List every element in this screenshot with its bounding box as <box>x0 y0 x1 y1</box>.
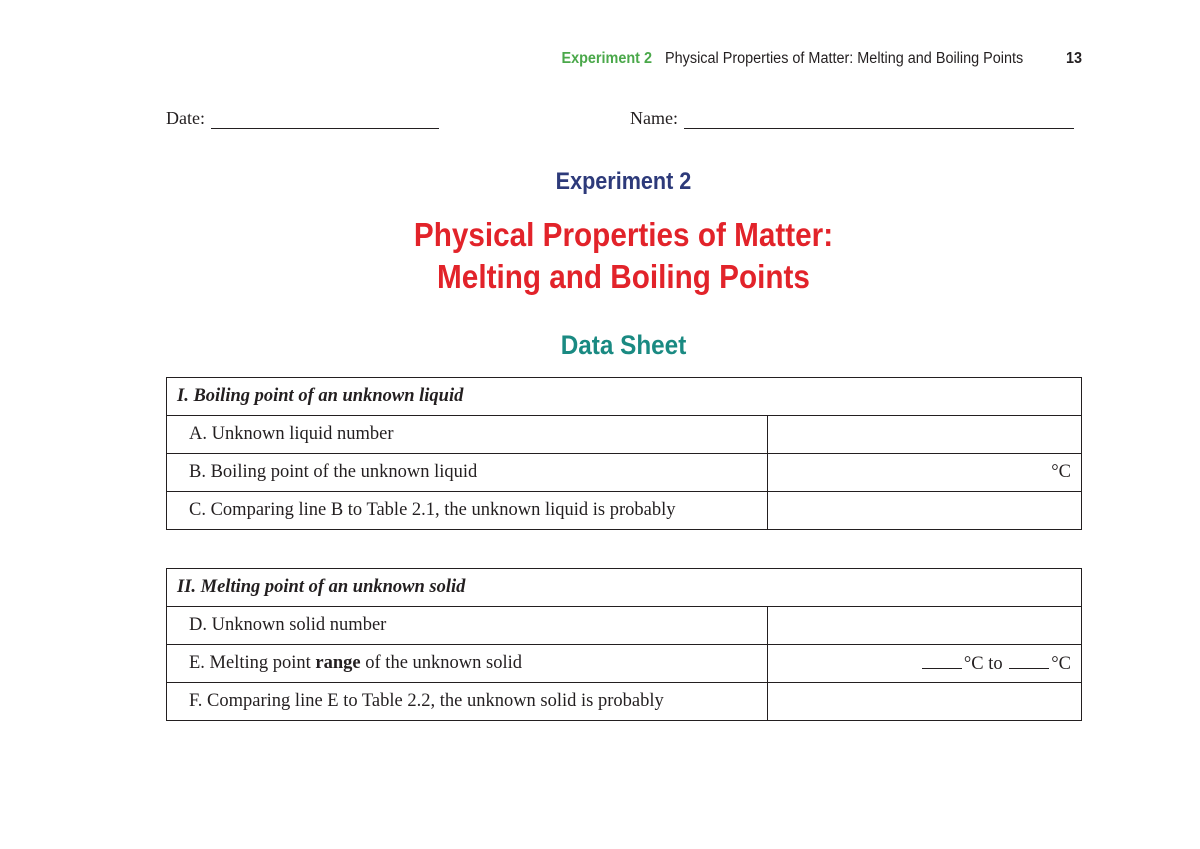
row-e-label-prefix: E. Melting point <box>189 653 316 673</box>
date-label: Date: <box>166 108 205 128</box>
row-a-label: A. Unknown liquid number <box>167 416 768 454</box>
date-field[interactable] <box>166 108 439 129</box>
row-e-label <box>167 645 768 683</box>
row-f-label: F. Comparing line E to Table 2.2, the unknown solid is probably <box>167 683 768 721</box>
experiment-heading: Experiment 2 <box>555 168 692 195</box>
row-e-value[interactable] <box>768 645 1082 683</box>
section2-title: II. Melting point of an unknown solid <box>167 569 1082 607</box>
name-label: Name: <box>630 108 678 128</box>
table-row <box>167 645 1082 683</box>
row-c-label: C. Comparing line B to Table 2.1, the unknown liquid is probably <box>167 492 768 530</box>
row-c-value[interactable] <box>768 492 1082 530</box>
row-d-value[interactable] <box>768 607 1082 645</box>
celsius-unit: °C <box>1051 462 1071 482</box>
row-f-value[interactable] <box>768 683 1082 721</box>
running-head <box>76 50 1082 68</box>
table-header-row <box>167 569 1082 607</box>
boiling-point-table <box>166 377 1082 530</box>
table-row <box>167 416 1082 454</box>
table-row <box>167 492 1082 530</box>
range-low-blank[interactable] <box>922 653 962 669</box>
melting-point-table <box>166 568 1082 721</box>
row-d-label: D. Unknown solid number <box>167 607 768 645</box>
row-e-label-emphasis: range <box>315 653 361 673</box>
section1-title: I. Boiling point of an unknown liquid <box>167 378 1082 416</box>
page-title-line2: Melting and Boiling Points <box>437 258 810 295</box>
table-row <box>167 683 1082 721</box>
row-b-value[interactable] <box>768 454 1082 492</box>
range-unit-celsius: °C <box>1051 653 1071 674</box>
page-number: 13 <box>1065 50 1082 67</box>
name-line[interactable] <box>684 114 1074 129</box>
name-field[interactable] <box>630 108 1074 129</box>
row-a-value[interactable] <box>768 416 1082 454</box>
table-row <box>167 607 1082 645</box>
date-line[interactable] <box>211 114 439 129</box>
range-unit-to: °C to <box>963 653 1003 674</box>
table-header-row <box>167 378 1082 416</box>
row-b-label: B. Boiling point of the unknown liquid <box>167 454 768 492</box>
range-high-blank[interactable] <box>1009 653 1049 669</box>
running-head-experiment: Experiment 2 <box>561 50 653 67</box>
table-row <box>167 454 1082 492</box>
data-sheet-heading: Data Sheet <box>560 330 687 360</box>
running-head-title: Physical Properties of Matter: Melting and Boiling Points <box>665 50 1024 67</box>
page-title-line1: Physical Properties of Matter: <box>413 216 834 253</box>
page-title <box>62 214 1184 298</box>
row-e-label-suffix: of the unknown solid <box>360 653 522 673</box>
